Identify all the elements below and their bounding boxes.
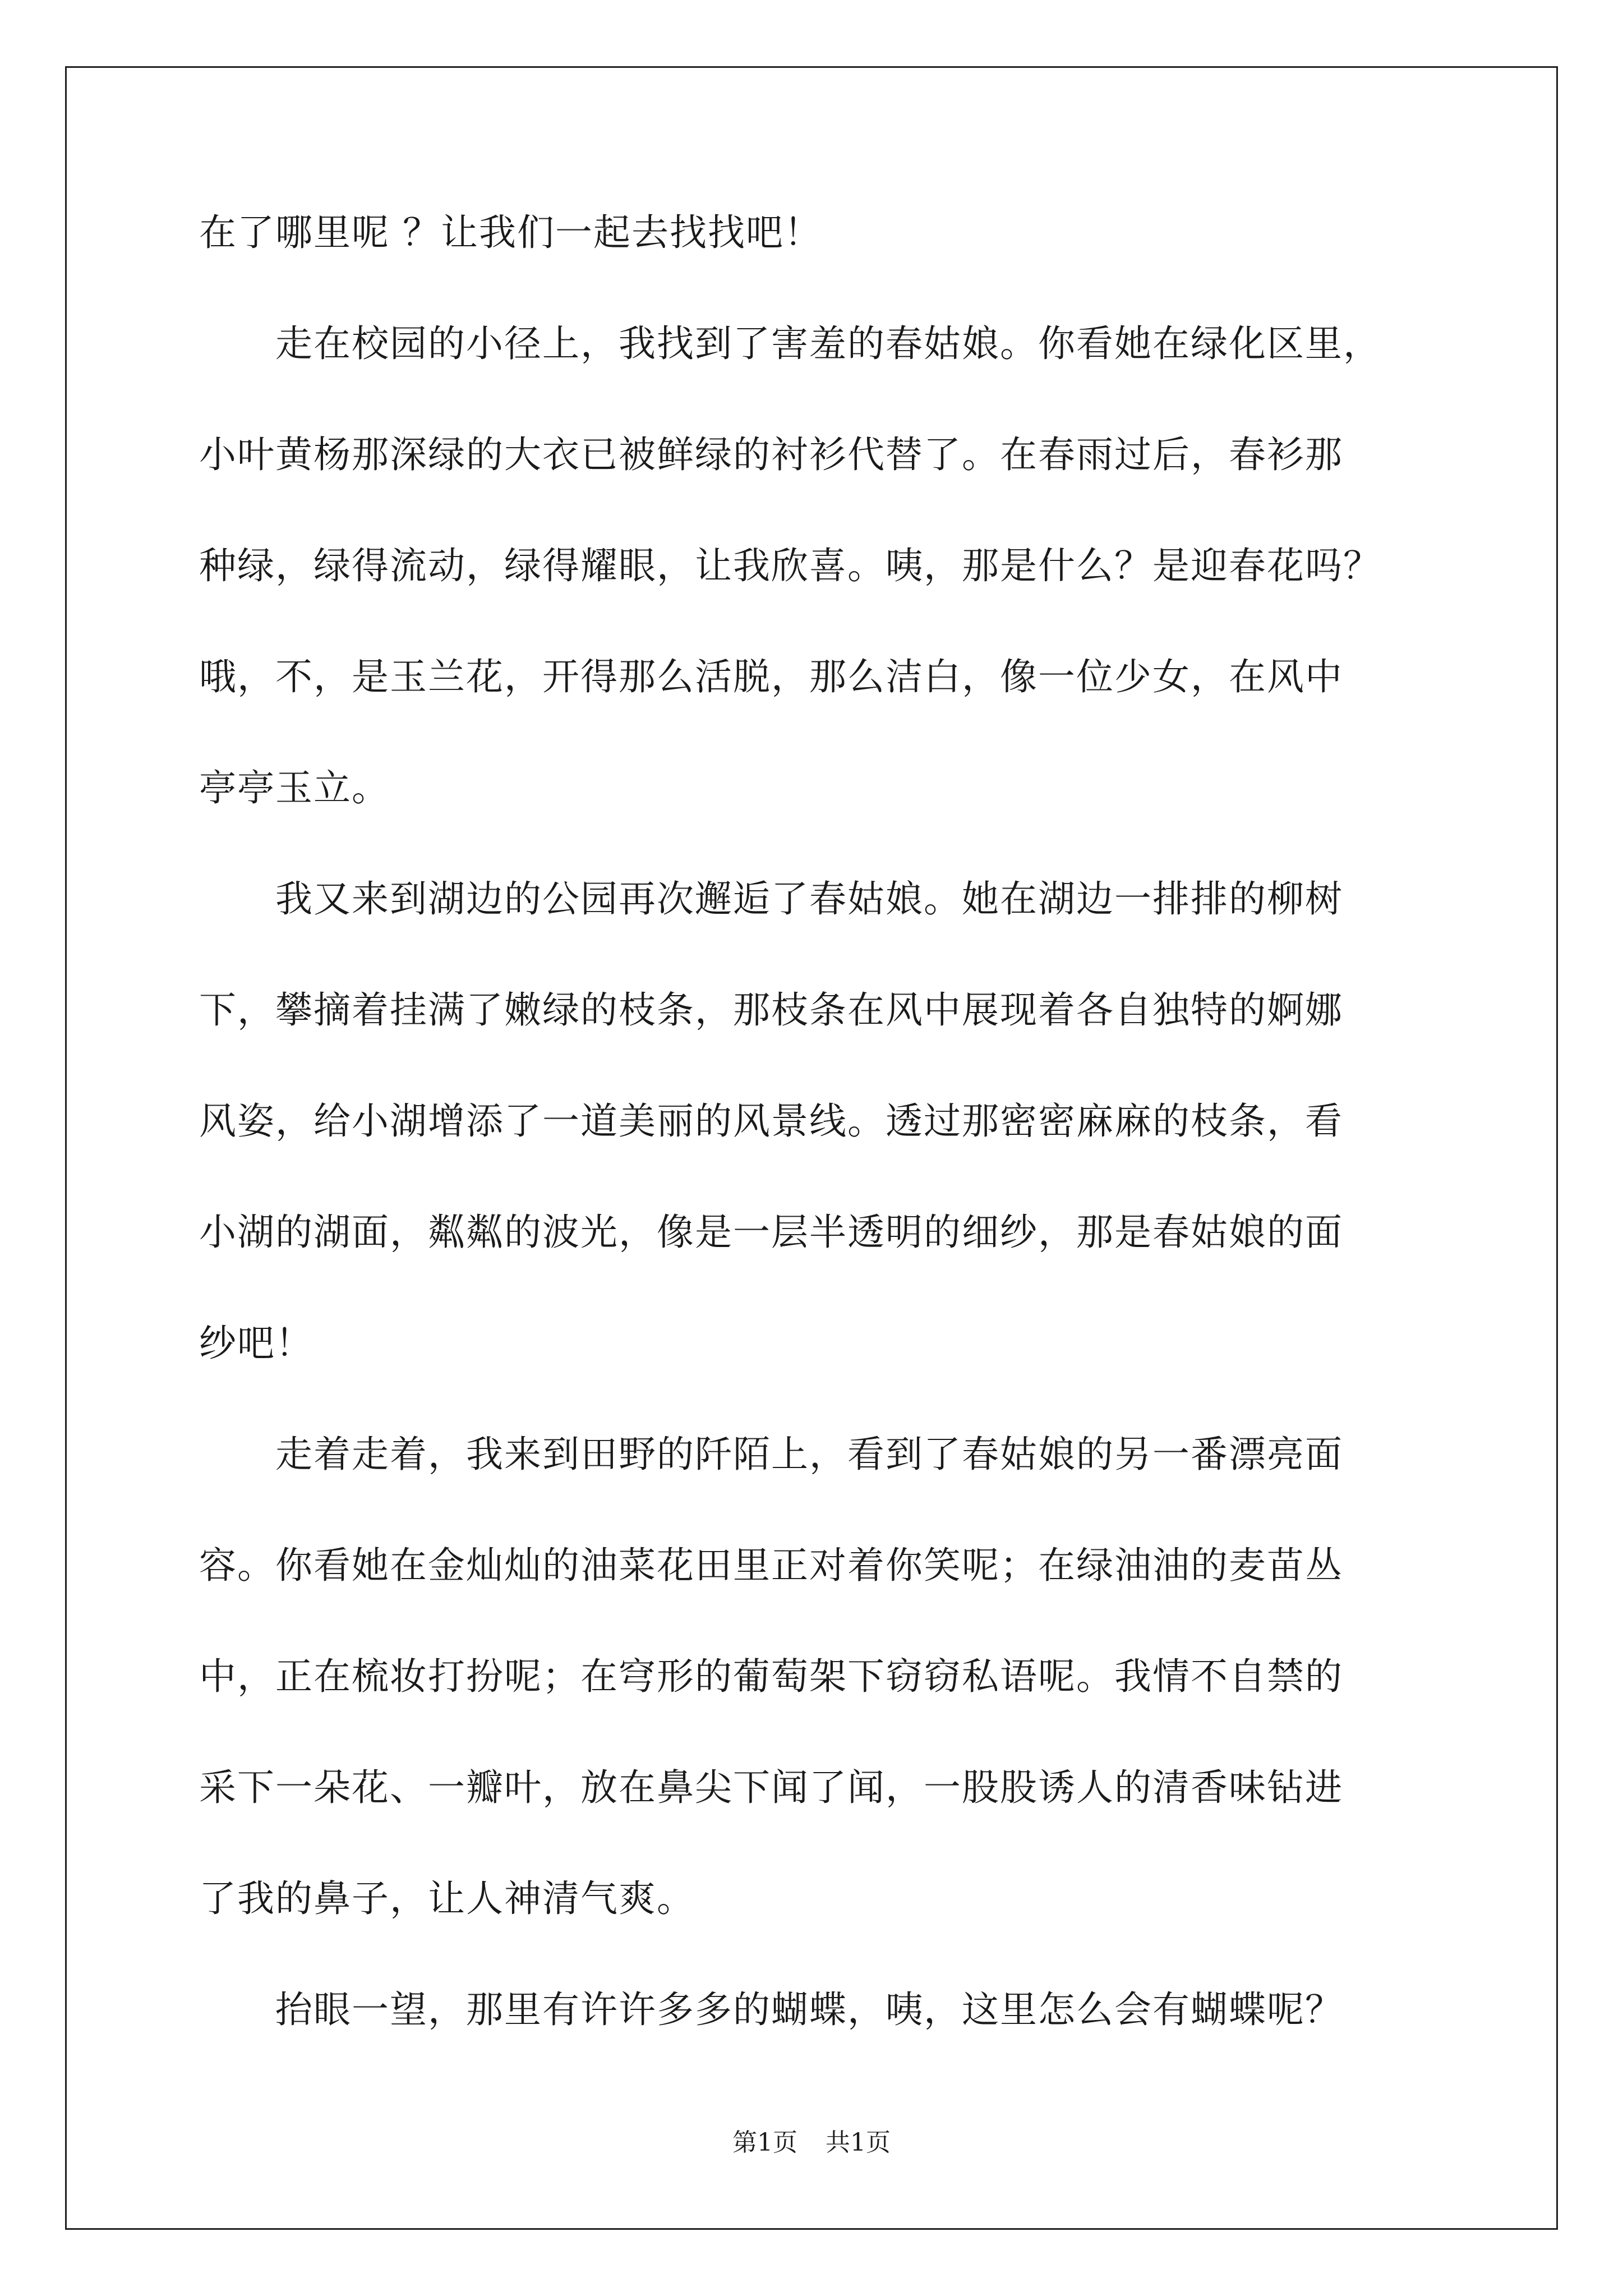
text-line: 走着走着，我来到田野的阡陌上，看到了春姑娘的另一番漂亮面: [199, 1433, 1343, 1476]
text-line: 中，正在梳妆打扮呢；在穹形的葡萄架下窃窃私语呢。我情不自禁的: [199, 1655, 1343, 1698]
page-total: 共1页: [826, 2128, 891, 2157]
text-line: 了我的鼻子，让人神清气爽。: [199, 1877, 695, 1920]
text-line: 种绿，绿得流动，绿得耀眼，让我欣喜。咦，那是什么？是迎春花吗？: [199, 544, 1381, 587]
text-line: 采下一朵花、一瓣叶，放在鼻尖下闻了闻，一股股诱人的清香味钻进: [199, 1766, 1343, 1809]
text-line: 小叶黄杨那深绿的大衣已被鲜绿的衬衫代替了。在春雨过后，春衫那: [199, 433, 1343, 476]
text-line: 哦，不，是玉兰花，开得那么活脱，那么洁白，像一位少女，在风中: [199, 655, 1343, 698]
document-body: [199, 211, 1433, 2104]
page-footer: [0, 2129, 1623, 2157]
text-line: 在了哪里呢 ？让我们一起去找找吧！: [199, 211, 822, 254]
text-line: 小湖的湖面，粼粼的波光，像是一层半透明的细纱，那是春姑娘的面: [199, 1211, 1343, 1254]
text-line: 我又来到湖边的公园再次邂逅了春姑娘。她在湖边一排排的柳树: [199, 877, 1343, 921]
text-line: 亭亭玉立。: [199, 766, 390, 809]
text-line: 风姿，给小湖增添了一道美丽的风景线。透过那密密麻麻的枝条，看: [199, 1099, 1343, 1143]
text-line: 纱吧！: [199, 1322, 313, 1365]
text-line: 走在校园的小径上，我找到了害羞的春姑娘。你看她在绿化区里，: [199, 322, 1381, 365]
text-line: 容。你看她在金灿灿的油菜花田里正对着你笑呢；在绿油油的麦苗丛: [199, 1544, 1343, 1587]
text-line: 下，攀摘着挂满了嫩绿的枝条，那枝条在风中展现着各自独特的婀娜: [199, 988, 1343, 1032]
page-number: 第1页: [732, 2128, 797, 2157]
text-line: 抬眼一望，那里有许许多多的蝴蝶，咦，这里怎么会有蝴蝶呢？: [199, 1988, 1343, 2031]
